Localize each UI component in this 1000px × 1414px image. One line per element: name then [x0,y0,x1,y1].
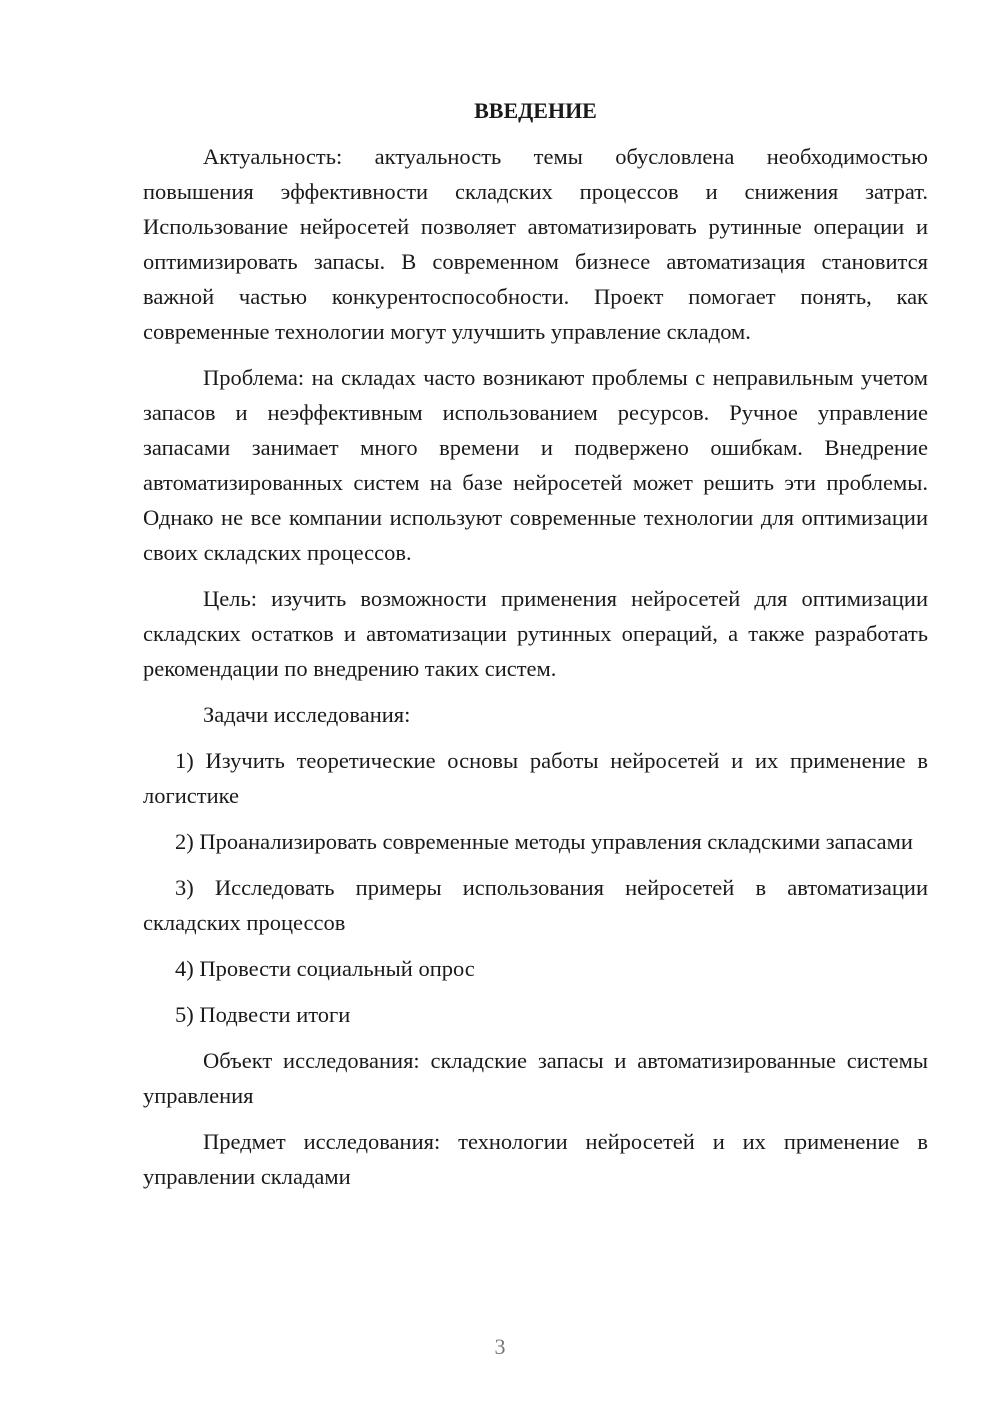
task-item: 4) Провести социальный опрос [175,956,475,981]
research-subject-paragraph: Предмет исследования: технологии нейросетей и их применение в управлении складами [143,1129,928,1189]
task-item: 1) Изучить теоретические основы работы нейросетей и их применение в логистике [143,748,928,808]
page-title: ВВЕДЕНИЕ [474,98,597,123]
research-object-paragraph: Объект исследования: складские запасы и автоматизированные системы управления [143,1048,928,1108]
task-item: 3) Исследовать примеры использования нейросетей в автоматизации складских процессов [143,875,928,935]
task-item: 2) Проанализировать современные методы управления складскими запасами [175,829,913,854]
task-item: 5) Подвести итоги [175,1002,351,1027]
page-content [143,96,928,1205]
page-number: 3 [494,1334,506,1359]
tasks-list [143,743,928,1032]
relevance-paragraph: Актуальность: актуальность темы обусловлена необходимостью повышения эффективности складских процессов и снижения затрат. Использование нейросетей позволяет автоматизировать рутинные операции и оптимизировать запасы. В современном бизнесе автоматизация становится важной частью конкурентоспособности. Проект помогает понять, как современные технологии могут улучшить управление складом. [143,144,928,344]
problem-paragraph: Проблема: на складах часто возникают проблемы с неправильным учетом запасов и неэффективным использованием ресурсов. Ручное управление запасами занимает много времени и подвержено ошибкам. Внедрение автоматизированных систем на базе нейросетей может решить эти проблемы. Однако не все компании используют современные технологии для оптимизации своих складских процессов. [143,365,928,565]
tasks-title: Задачи исследования: [203,702,411,727]
goal-paragraph: Цель: изучить возможности применения нейросетей для оптимизации складских остатков и автоматизации рутинных операций, а также разработать рекомендации по внедрению таких систем. [143,586,928,681]
